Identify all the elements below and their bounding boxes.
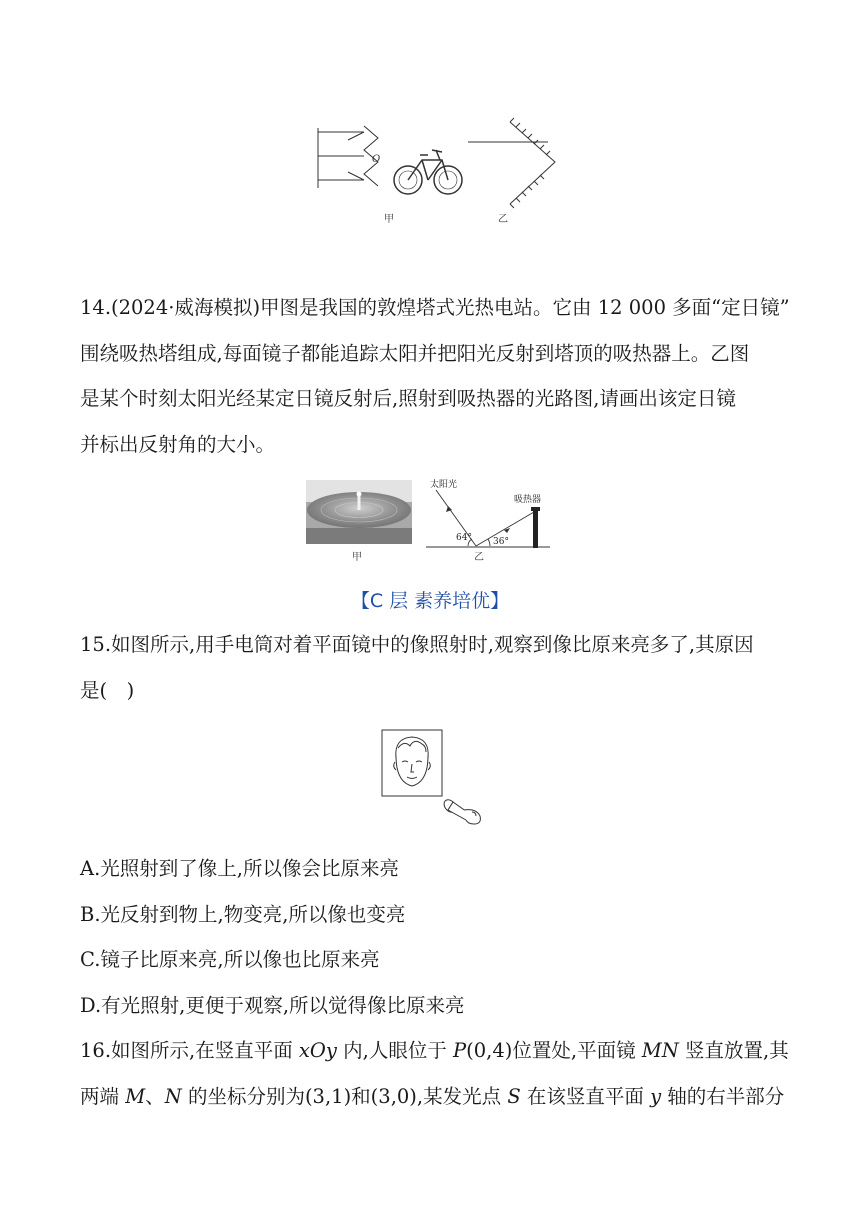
q16-line-2 xyxy=(80,1074,785,1120)
caption-yi: 乙 xyxy=(498,214,508,225)
q15-option-a: A.光照射到了像上,所以像会比原来亮 xyxy=(80,857,399,880)
q16-text-4: 竖直放置,其 xyxy=(678,1039,789,1062)
var-xoy: xOy xyxy=(298,1039,337,1062)
q14-line-2: 围绕吸热塔组成,每面镜子都能追踪太阳并把阳光反射到塔顶的吸热器上。乙图 xyxy=(80,341,750,365)
absorber-tower xyxy=(533,510,538,548)
var-n: N xyxy=(164,1084,182,1108)
q16-text-1: 16.如图所示,在竖直平面 xyxy=(80,1039,299,1062)
var-m: M xyxy=(125,1084,146,1108)
var-mn: MN xyxy=(641,1039,679,1062)
q15-line-2: 是( ) xyxy=(80,678,135,702)
q15-figure xyxy=(378,726,488,830)
q16-text-5: 两端 xyxy=(80,1084,126,1108)
corner-mirror-diagram xyxy=(468,118,555,208)
q15-line-1: 15.如图所示,用手电筒对着平面镜中的像照射时,观察到像比原来亮多了,其原因 xyxy=(80,633,754,656)
label-sunlight: 太阳光 xyxy=(430,480,458,490)
q14-figure xyxy=(300,474,560,566)
top-figure xyxy=(300,110,570,230)
q15-options xyxy=(80,846,780,1028)
q16-text-3: (0,4)位置处,平面镜 xyxy=(466,1039,642,1062)
var-p: P xyxy=(453,1039,467,1062)
q14-line-3: 是某个时刻太阳光经某定日镜反射后,照射到吸热器的光路图,请画出该定日镜 xyxy=(80,387,736,410)
caption-jia: 甲 xyxy=(384,214,394,225)
q15-option-c: C.镜子比原来亮,所以像也比原来亮 xyxy=(80,948,380,971)
q16-text-9: 轴的右半部分 xyxy=(661,1084,785,1108)
var-s: S xyxy=(507,1084,521,1108)
point-o-label: O xyxy=(372,154,381,165)
solar-plant-photo xyxy=(306,480,412,544)
q15-option-d: D.有光照射,更便于观察,所以觉得像比原来亮 xyxy=(80,993,465,1017)
q16-text-7: 的坐标分别为(3,1)和(3,0),某发光点 xyxy=(181,1084,508,1108)
reflector-diagram xyxy=(318,126,381,188)
q14-caption-jia: 甲 xyxy=(352,552,362,563)
q15-option-b: B.光反射到物上,物变亮,所以像也变亮 xyxy=(80,902,406,926)
question-16 xyxy=(80,1028,789,1119)
q16-text-6: 、 xyxy=(145,1084,165,1108)
q14-caption-yi: 乙 xyxy=(474,552,484,563)
q16-line-1 xyxy=(80,1028,789,1074)
bicycle-icon xyxy=(394,150,462,194)
question-15 xyxy=(80,622,780,713)
label-angle-36: 36° xyxy=(493,537,509,547)
label-angle-64: 64° xyxy=(456,533,472,543)
q14-line-4: 并标出反射角的大小。 xyxy=(80,432,276,456)
var-y: y xyxy=(650,1084,662,1108)
section-c-title: 【C 层 素养培优】 xyxy=(350,590,510,612)
question-14 xyxy=(80,285,790,467)
q14-line-1: 14.(2024·威海模拟)甲图是我国的敦煌塔式光热电站。它由 12 000 多面“定日镜” xyxy=(80,296,790,319)
label-absorber: 吸热器 xyxy=(514,495,542,505)
q16-text-2: 内,人眼位于 xyxy=(336,1039,454,1062)
flashlight-hand-icon xyxy=(442,797,481,824)
q16-text-8: 在该竖直平面 xyxy=(520,1084,651,1108)
